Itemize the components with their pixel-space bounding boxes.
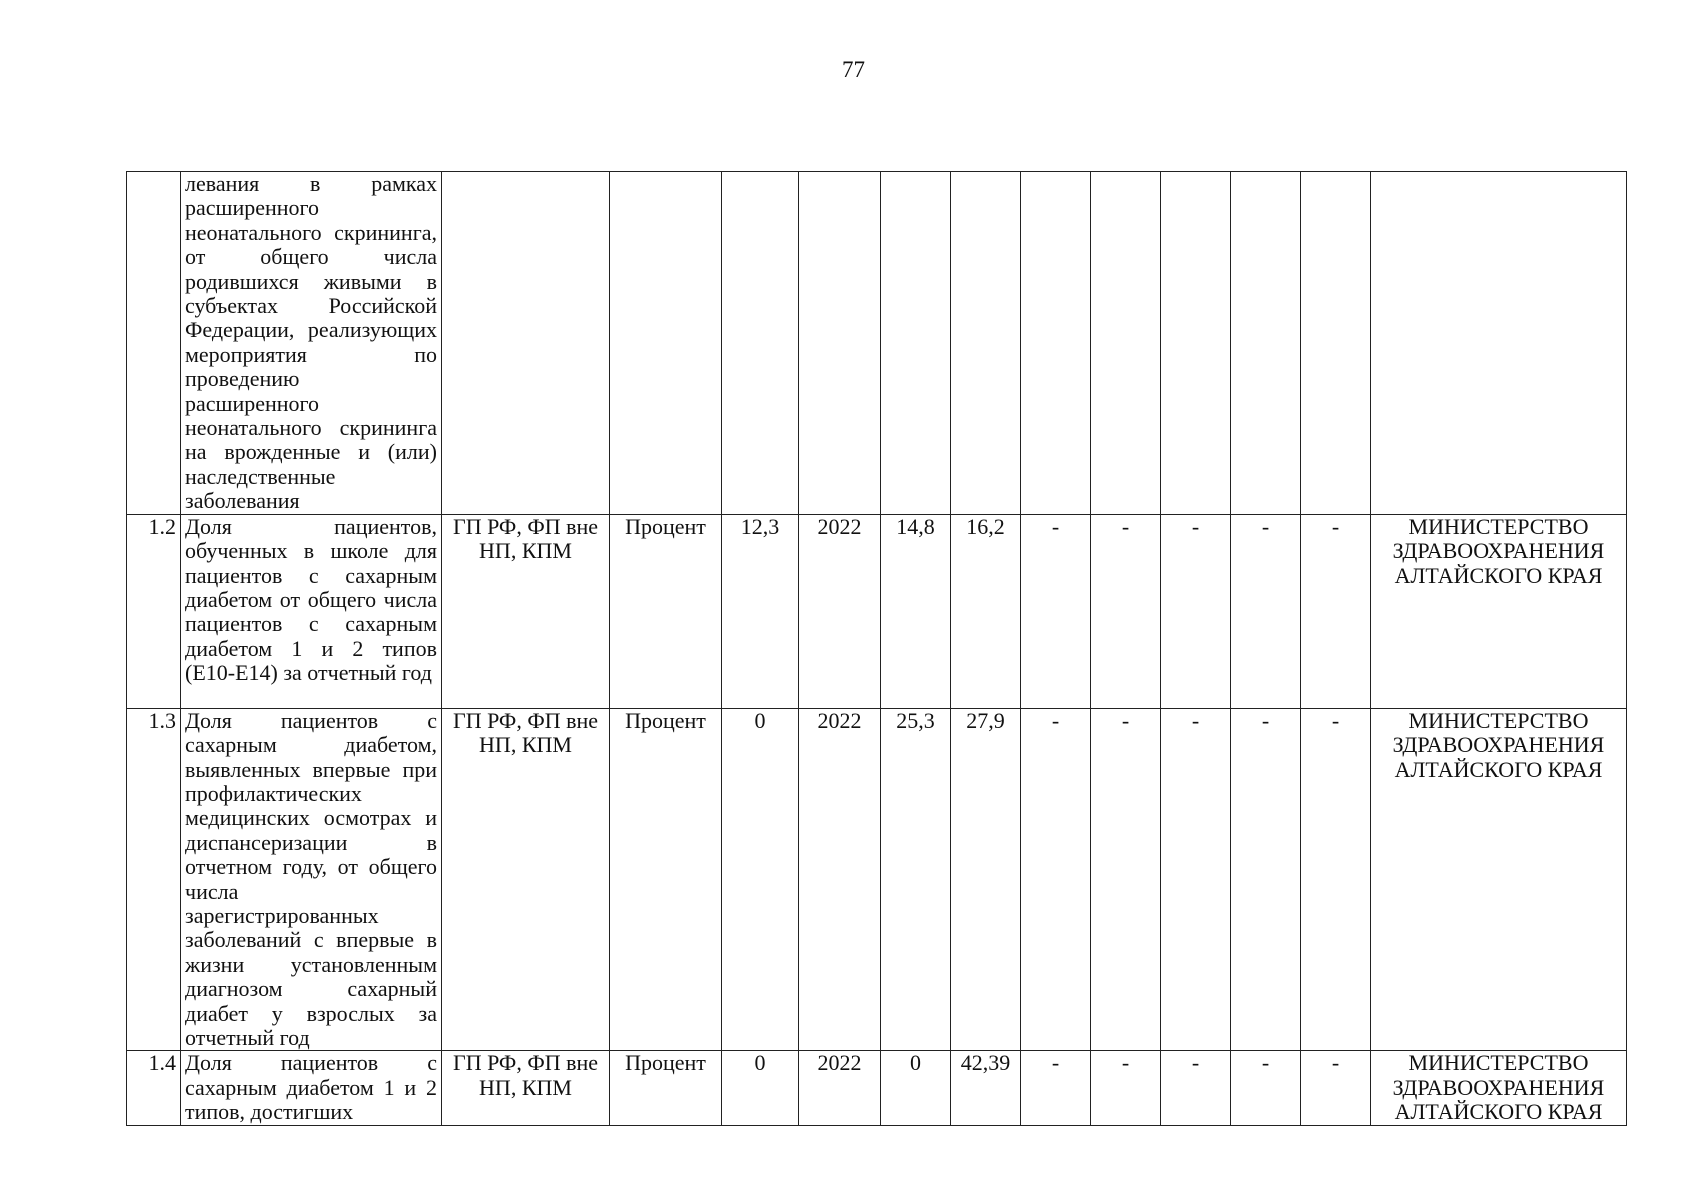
value-cell: - — [1091, 1051, 1161, 1125]
base-year: 2022 — [799, 1051, 881, 1125]
value-cell: - — [1021, 1051, 1091, 1125]
value-cell: 14,8 — [881, 514, 951, 708]
responsible-body: МИНИСТЕРСТВО ЗДРАВООХРАНЕНИЯ АЛТАЙСКОГО КРАЯ — [1371, 514, 1627, 708]
value-cell: 27,9 — [951, 708, 1021, 1051]
indicator-source: ГП РФ, ФП вне НП, КПМ — [442, 514, 610, 708]
indicator-name: левания в рамках расширенного неонатального скрининга, от общего числа родившихся живыми в субъектах Российской Федерации, реализующих мероприятия по проведению расширенного неонатального скрининга на врожденные и (или) наследственные заболевания — [181, 172, 442, 515]
responsible-body: МИНИСТЕРСТВО ЗДРАВООХРАНЕНИЯ АЛТАЙСКОГО КРАЯ — [1371, 1051, 1627, 1125]
value-cell: 0 — [881, 1051, 951, 1125]
base-year: 2022 — [799, 708, 881, 1051]
value-cell: - — [1231, 1051, 1301, 1125]
value-cell — [1161, 172, 1231, 515]
value-cell: - — [1021, 708, 1091, 1051]
indicator-unit: Процент — [610, 1051, 722, 1125]
indicator-source — [442, 172, 610, 515]
value-cell: - — [1091, 514, 1161, 708]
value-cell — [1231, 172, 1301, 515]
value-cell: - — [1161, 1051, 1231, 1125]
base-value: 0 — [722, 1051, 799, 1125]
page-number: 77 — [842, 57, 865, 82]
indicator-number — [127, 172, 181, 515]
value-cell: 25,3 — [881, 708, 951, 1051]
base-year — [799, 172, 881, 515]
value-cell: - — [1301, 708, 1371, 1051]
table-row — [127, 708, 1627, 1051]
value-cell — [1021, 172, 1091, 515]
value-cell — [951, 172, 1021, 515]
indicator-number: 1.2 — [127, 514, 181, 708]
indicator-name: Доля пациентов с сахарным диабетом 1 и 2 типов, достигших — [181, 1051, 442, 1125]
base-value — [722, 172, 799, 515]
table-row — [127, 514, 1627, 708]
indicator-number: 1.4 — [127, 1051, 181, 1125]
indicator-unit — [610, 172, 722, 515]
value-cell: - — [1301, 1051, 1371, 1125]
value-cell — [1301, 172, 1371, 515]
indicator-number: 1.3 — [127, 708, 181, 1051]
indicators-table — [126, 171, 1627, 1126]
indicator-name: Доля пациентов с сахарным диабетом, выявленных впервые при профилактических медицинских осмотрах и диспансеризации в отчетном году, от общего числа зарегистрированных заболеваний с впервые в жизни установленным диагнозом сахарный диабет у взрослых за отчетный год — [181, 708, 442, 1051]
value-cell: - — [1301, 514, 1371, 708]
value-cell: - — [1161, 708, 1231, 1051]
value-cell: 42,39 — [951, 1051, 1021, 1125]
base-value: 0 — [722, 708, 799, 1051]
indicator-unit: Процент — [610, 708, 722, 1051]
table-row — [127, 172, 1627, 515]
indicator-unit: Процент — [610, 514, 722, 708]
value-cell — [881, 172, 951, 515]
indicator-source: ГП РФ, ФП вне НП, КПМ — [442, 708, 610, 1051]
value-cell: - — [1161, 514, 1231, 708]
base-year: 2022 — [799, 514, 881, 708]
responsible-body — [1371, 172, 1627, 515]
value-cell: - — [1231, 708, 1301, 1051]
table-row — [127, 1051, 1627, 1125]
responsible-body: МИНИСТЕРСТВО ЗДРАВООХРАНЕНИЯ АЛТАЙСКОГО КРАЯ — [1371, 708, 1627, 1051]
indicator-name: Доля пациентов, обученных в школе для пациентов с сахарным диабетом от общего числа пациентов с сахарным диабетом 1 и 2 типов (Е10-Е14) за отчетный год — [181, 514, 442, 708]
indicator-source: ГП РФ, ФП вне НП, КПМ — [442, 1051, 610, 1125]
value-cell: 16,2 — [951, 514, 1021, 708]
value-cell: - — [1231, 514, 1301, 708]
value-cell: - — [1091, 708, 1161, 1051]
base-value: 12,3 — [722, 514, 799, 708]
value-cell — [1091, 172, 1161, 515]
value-cell: - — [1021, 514, 1091, 708]
